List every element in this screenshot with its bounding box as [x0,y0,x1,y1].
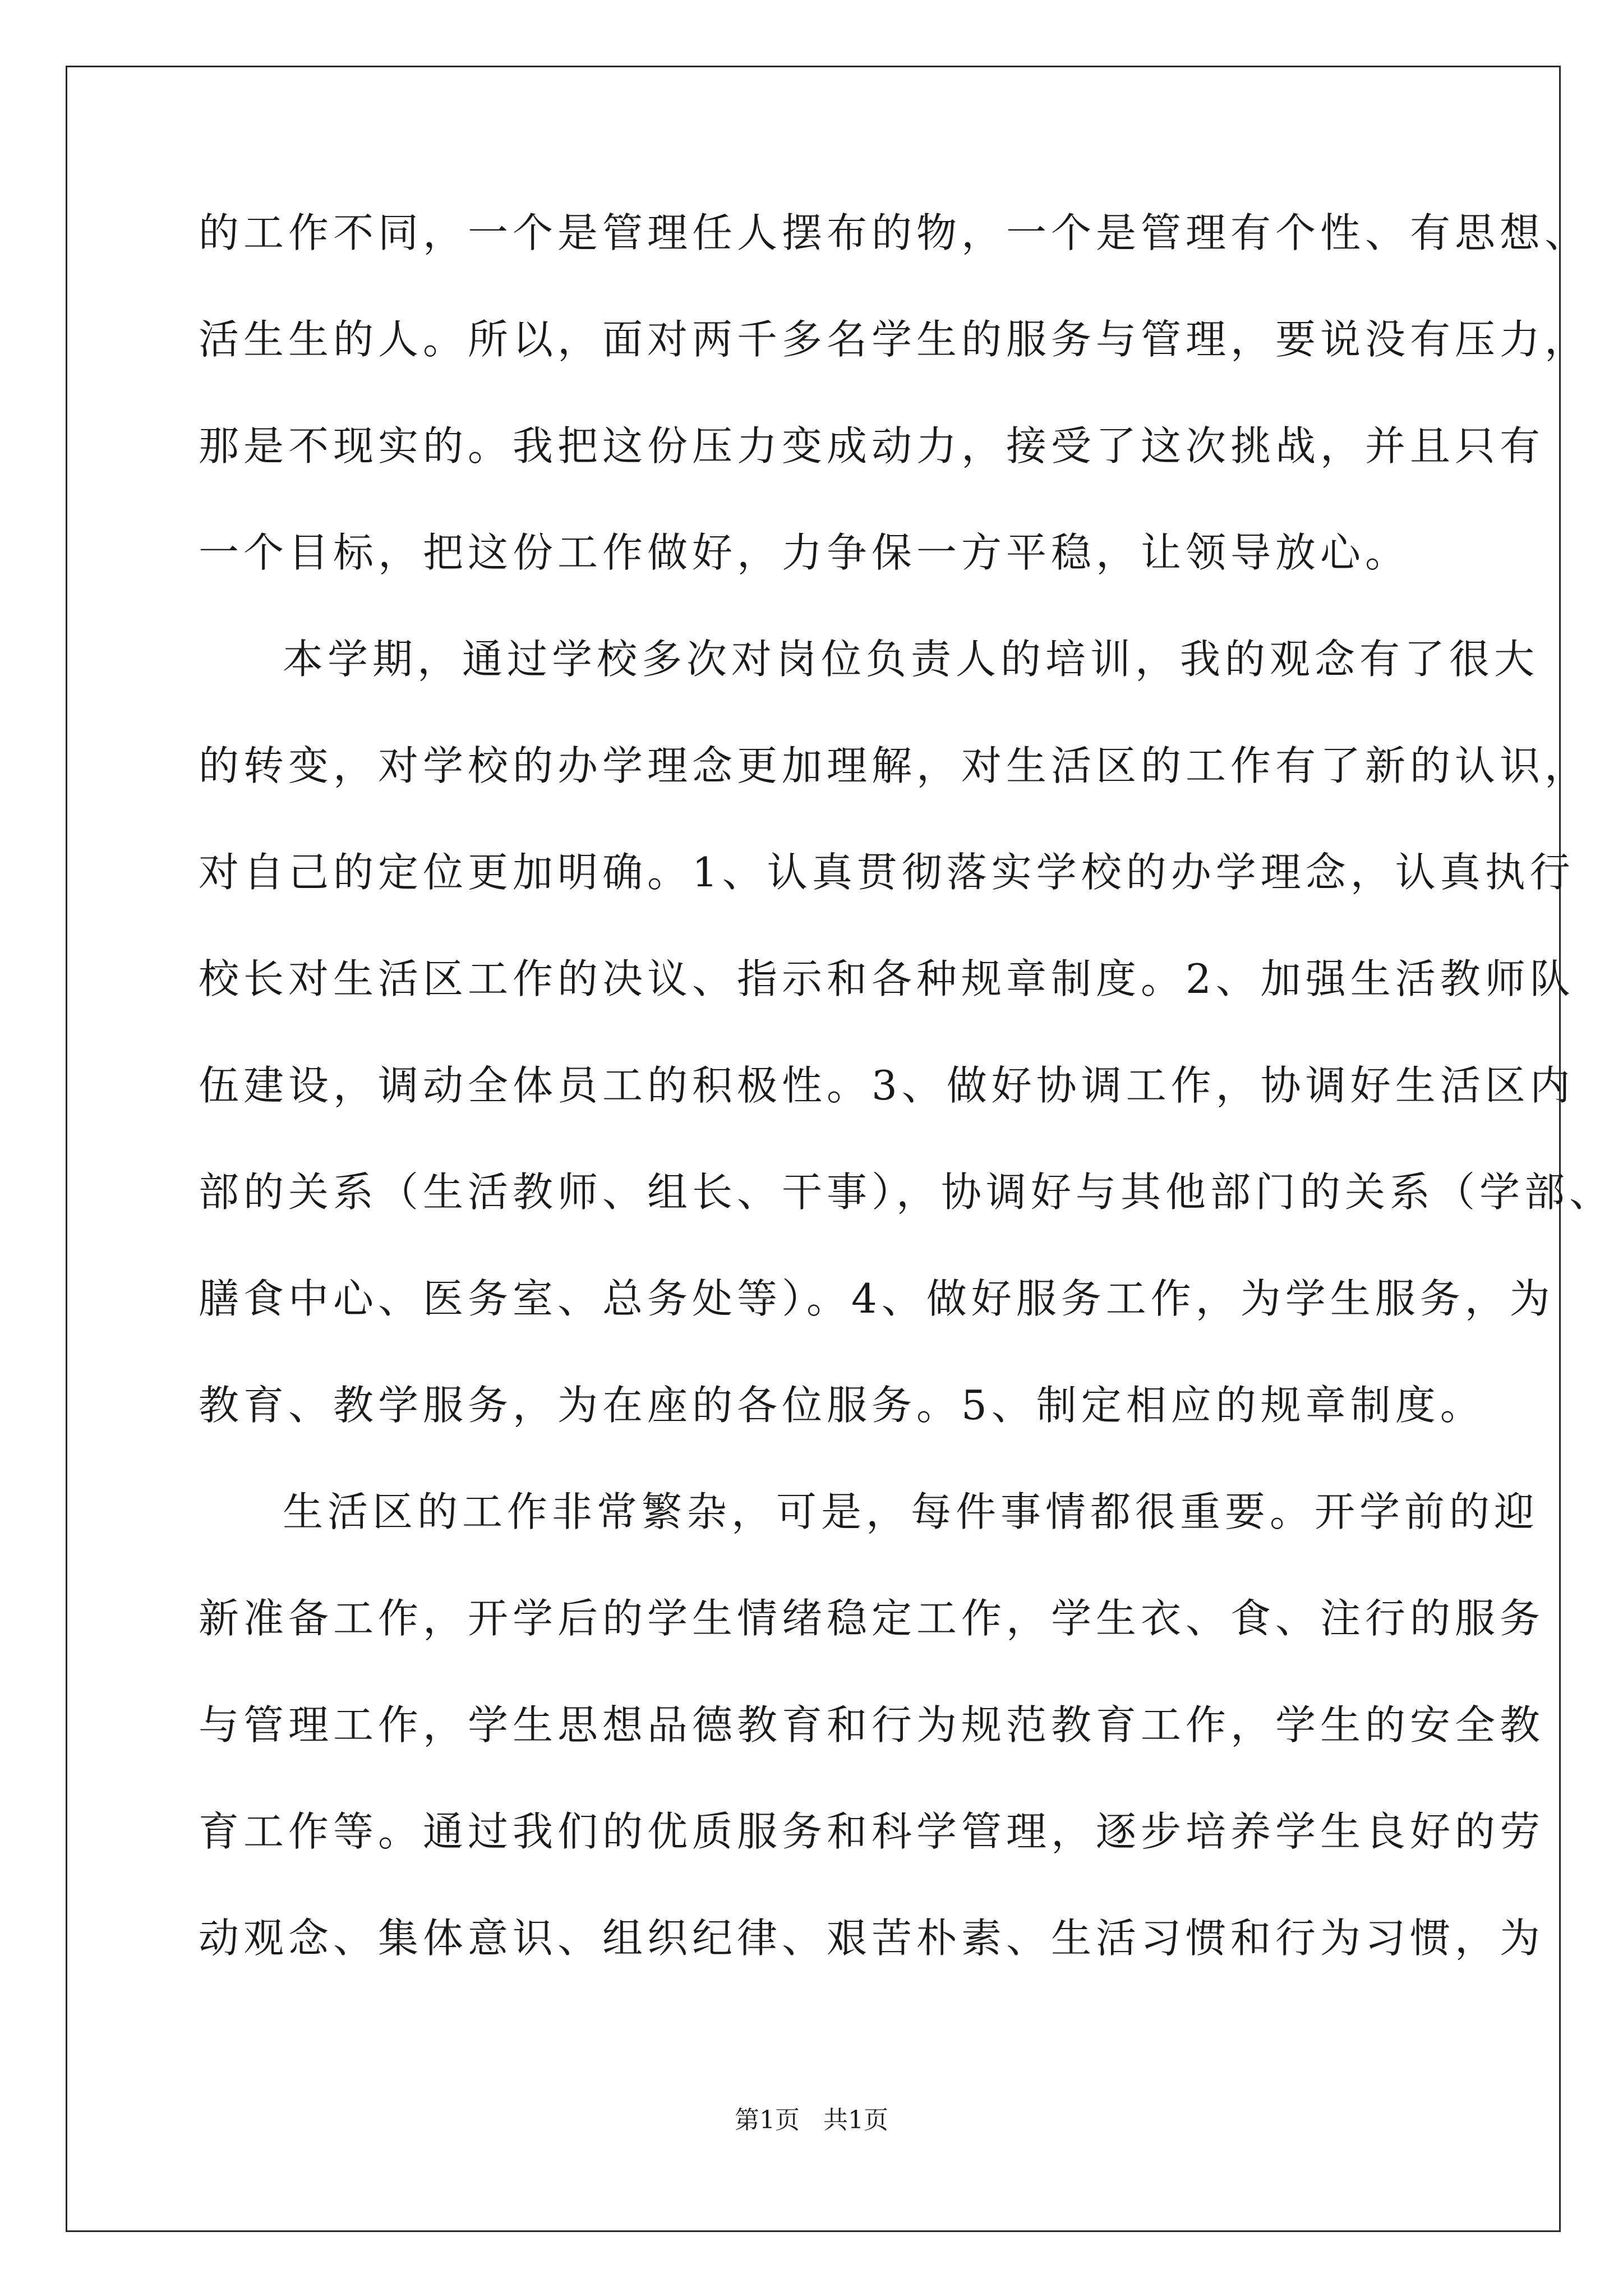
total-pages: 共1页 [823,2106,888,2134]
text-line: 活生生的人。所以，面对两千多名学生的服务与管理，要说没有压力， [199,316,1590,363]
text-line: 一个目标，把这份工作做好，力争保一方平稳，让领导放心。 [199,529,1410,576]
text-line: 动观念、集体意识、组织纪律、艰苦朴素、生活习惯和行为习惯，为 [199,1915,1545,1962]
text-line: 对自己的定位更加明确。1、认真贯彻落实学校的办学理念，认真执行 [199,849,1575,896]
text-line: 育工作等。通过我们的优质服务和科学管理，逐步培养学生良好的劳 [199,1808,1545,1855]
text-line: 伍建设，调动全体员工的积极性。3、做好协调工作，协调好生活区内 [199,1062,1575,1109]
text-line: 教育、教学服务，为在座的各位服务。5、制定相应的规章制度。 [199,1382,1485,1429]
page-number: 第1页 [735,2106,800,2134]
text-line: 与管理工作，学生思想品德教育和行为规范教育工作，学生的安全教 [199,1701,1545,1749]
text-line: 部的关系（生活教师、组长、干事），协调好与其他部门的关系（学部、 [199,1168,1615,1216]
text-line: 膳食中心、医务室、总务处等）。4、做好服务工作，为学生服务，为 [199,1275,1555,1322]
document-body [199,208,1615,2019]
text-line: 那是不现实的。我把这份压力变成动力，接受了这次挑战，并且只有 [199,422,1545,470]
paragraph-first-line: 本学期，通过学校多次对岗位负责人的培训，我的观念有了很大 [283,636,1539,683]
text-line: 新准备工作，开学后的学生情绪稳定工作，学生衣、食、注行的服务 [199,1595,1545,1642]
page-footer [0,2100,1623,2136]
text-line: 的转变，对学校的办学理念更加理解，对生活区的工作有了新的认识， [199,742,1590,789]
text-line: 的工作不同，一个是管理任人摆布的物，一个是管理有个性、有思想、 [199,209,1590,256]
paragraph-first-line: 生活区的工作非常繁杂，可是，每件事情都很重要。开学前的迎 [283,1488,1539,1535]
text-line: 校长对生活区工作的决议、指示和各种规章制度。2、加强生活教师队 [199,955,1575,1002]
